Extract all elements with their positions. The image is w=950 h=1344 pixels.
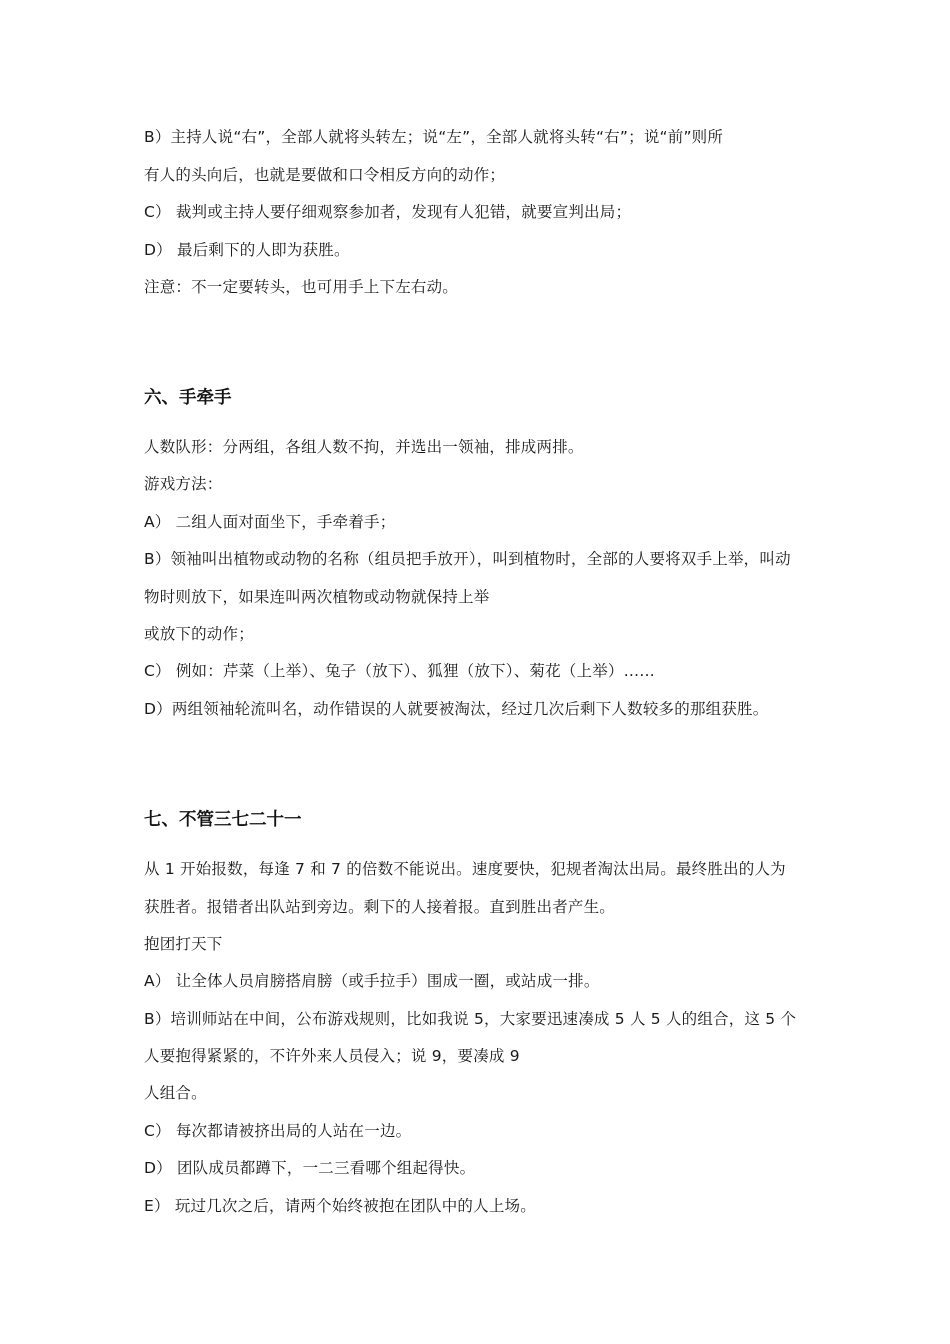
section-6-rule-b-line-1: B）领袖叫出植物或动物的名称（组员把手放开），叫到植物时，全部的人要将双手上举，叫动 — [144, 550, 791, 568]
section-6-rule-a: A） 二组人面对面坐下，手牵着手； — [144, 513, 396, 531]
rule-d-text: D） 最后剩下的人即为获胜。 — [144, 241, 350, 259]
section-7-subtitle: 抱团打天下 — [144, 935, 223, 953]
section-7-rule-c: C） 每次都请被挤出局的人站在一边。 — [144, 1122, 412, 1140]
section-6-rule-b-line-2: 物时则放下，如果连叫两次植物或动物就保持上举 — [144, 588, 490, 606]
section-7-rule-b-line-2: 人要抱得紧紧的，不许外来人员侵入；说 9，要凑成 9 — [144, 1047, 520, 1065]
section-7-rule-b-line-1: B）培训师站在中间，公布游戏规则，比如我说 5，大家要迅速凑成 5 人 5 人的组合，这 5 个 — [144, 1010, 797, 1028]
section-6-rule-b-line-3: 或放下的动作； — [144, 625, 254, 643]
note-text: 注意：不一定要转头，也可用手上下左右动。 — [144, 278, 459, 296]
section-7-rule-d: D） 团队成员都蹲下，一二三看哪个组起得快。 — [144, 1159, 476, 1177]
section-7-intro-line-2: 获胜者。报错者出队站到旁边。剩下的人接着报。直到胜出者产生。 — [144, 898, 616, 916]
rule-c-text: C） 裁判或主持人要仔细观察参加者，发现有人犯错，就要宣判出局； — [144, 203, 632, 221]
section-6-rule-c: C） 例如：芹菜（上举）、兔子（放下）、狐狸（放下）、菊花（上举）…… — [144, 662, 656, 680]
section-7-rule-a: A） 让全体人员肩膀搭肩膀（或手拉手）围成一圈，或站成一排。 — [144, 972, 600, 990]
section-7-rule-b-line-3: 人组合。 — [144, 1084, 207, 1102]
section-7-heading: 七、不管三七二十一 — [144, 810, 302, 830]
section-6-formation-text: 人数队形：分两组，各组人数不拘，并选出一领袖，排成两排。 — [144, 438, 584, 456]
section-7-intro-line-1: 从 1 开始报数，每逢 7 和 7 的倍数不能说出。速度要快，犯规者淘汰出局。最终胜出的人为 — [144, 860, 786, 878]
rule-b-text-line-1: B）主持人说“右”，全部人就将头转左；说“左”，全部人就将头转“右”；说“前”则所 — [144, 128, 724, 146]
section-6-rule-d: D）两组领袖轮流叫名，动作错误的人就要被淘汰，经过几次后剩下人数较多的那组获胜。 — [144, 700, 769, 718]
section-6-heading: 六、手牵手 — [144, 388, 232, 408]
section-6-method-label: 游戏方法： — [144, 475, 223, 493]
section-7-rule-e: E） 玩过几次之后，请两个始终被抱在团队中的人上场。 — [144, 1197, 536, 1215]
rule-b-text-line-2: 有人的头向后，也就是要做和口令相反方向的动作； — [144, 166, 506, 184]
